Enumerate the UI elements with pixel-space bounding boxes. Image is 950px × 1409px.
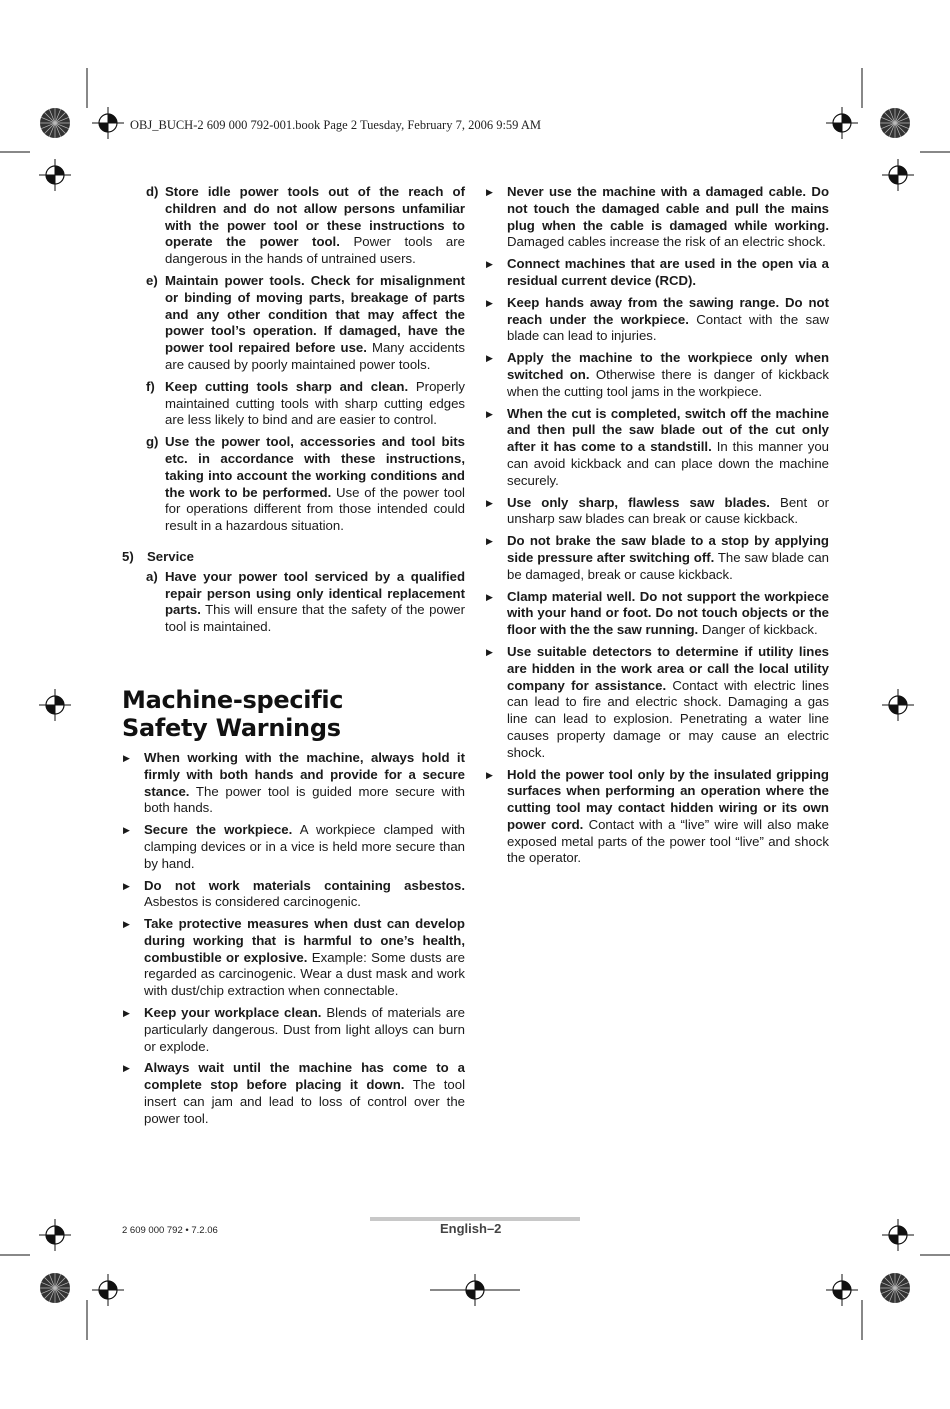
warning-bold-text: Secure the workpiece. <box>144 822 293 838</box>
item-marker: g) <box>146 434 159 450</box>
section-heading <box>122 549 465 566</box>
warning-text: Damaged cables increase the risk of an electric shock. <box>507 234 826 250</box>
warning-bold-text: When the cut is completed, switch off the machine and then pull the saw blade out of the cut only after it has come to a standstill. <box>507 405 829 455</box>
warning-text: Blends of materials are particularly dangerous. Dust from light alloys can burn or explode. <box>144 1005 465 1054</box>
warning-item <box>122 916 465 1000</box>
warning-text: Contact with a “live” wire will also make exposed metal parts of the power tool “live” and shock the operator. <box>507 816 829 866</box>
warning-bold-text: Keep hands away from the sawing range. Do not reach under the workpiece. <box>507 294 829 327</box>
instruction-item <box>122 184 465 268</box>
item-text: Properly maintained cutting tools with sharp cutting edges are less likely to bind and are easier to control. <box>165 378 465 428</box>
item-text: Use of the power tool for operations different from those intended could result in a hazardous situation. <box>165 484 465 534</box>
instruction-item <box>122 434 465 535</box>
item-bold-text: Use the power tool, accessories and tool bits etc. in accordance with these instructions, taking into account the working conditions and the work to be performed. <box>165 434 465 500</box>
warning-text: In this manner you can avoid kickback and can place down the machine securely. <box>507 439 829 488</box>
item-bold-text: Maintain power tools. Check for misalignment or binding of moving parts, breakage of parts and any other condition that may affect the power tool’s operation. If damaged, have the power tool repaired before use. <box>165 272 465 356</box>
item-marker: e) <box>146 272 158 288</box>
warning-text: The power tool is guided more secure with both hands. <box>144 783 465 816</box>
warning-item <box>485 644 829 762</box>
book-header: OBJ_BUCH-2 609 000 792-001.book Page 2 Tuesday, February 7, 2006 9:59 AM <box>130 118 541 132</box>
warning-bold-text: Use suitable detectors to determine if utility lines are hidden in the work area or call the local utility company for assistance. <box>507 643 829 693</box>
warning-item <box>485 256 829 290</box>
bullet-icon: ▶ <box>486 591 493 602</box>
bullet-icon: ▶ <box>486 646 493 657</box>
item-text: This will ensure that the safety of the power tool is maintained. <box>165 602 465 635</box>
warning-text: Asbestos is considered carcinogenic. <box>144 894 361 910</box>
warning-item <box>122 878 465 912</box>
item-bold-text: Have your power tool serviced by a qualified repair person using only identical replacement parts. <box>165 568 465 618</box>
warning-text: Danger of kickback. <box>698 622 818 638</box>
warning-item <box>122 1060 465 1127</box>
instruction-item <box>122 569 465 636</box>
title-line-2: Safety Warnings <box>122 713 341 742</box>
warning-item <box>485 495 829 529</box>
item-marker: a) <box>146 568 158 584</box>
bullet-icon: ▶ <box>486 297 493 308</box>
item-bold-text: Keep cutting tools sharp and clean. <box>165 378 409 394</box>
bullet-icon: ▶ <box>486 769 493 780</box>
warning-bold-text: Take protective measures when dust can develop during working that is harmful to one’s health, combustible or explosive. <box>144 916 465 965</box>
warning-bold-text: Apply the machine to the workpiece only when switched on. <box>507 350 829 382</box>
instruction-item <box>122 273 465 374</box>
bullet-icon: ▶ <box>486 353 493 364</box>
warning-bold-text: Do not work materials containing asbestos. <box>144 877 465 893</box>
warning-text: Contact with the saw blade can lead to injuries. <box>507 311 829 344</box>
page-number: English–2 <box>440 1221 502 1236</box>
warning-text: The tool insert can jam and lead to loss of control over the power tool. <box>144 1077 465 1126</box>
left-column <box>122 184 465 1133</box>
section-number: 5) <box>122 548 134 564</box>
warning-bold-text: Use only sharp, flawless saw blades. <box>507 494 770 510</box>
warning-bold-text: Hold the power tool only by the insulated gripping surfaces when performing an operation where the cutting tool may contact hidden wiring or its own power cord. <box>507 766 829 832</box>
warning-bold-text: Do not brake the saw blade to a stop by applying side pressure after switching off. <box>507 533 829 565</box>
bullet-icon: ▶ <box>486 497 493 508</box>
item-marker: f) <box>146 378 155 394</box>
bullet-icon: ▶ <box>123 752 130 763</box>
item-text: Many accidents are caused by poorly maintained power tools. <box>165 340 465 372</box>
bullet-icon: ▶ <box>123 1008 130 1019</box>
warning-bold-text: Never use the machine with a damaged cable. Do not touch the damaged cable and pull the mains plug when the cable is damaged while working. <box>507 184 829 233</box>
bullet-icon: ▶ <box>486 187 493 197</box>
instruction-item <box>122 379 465 429</box>
warning-item <box>485 184 829 251</box>
warning-bold-text: Clamp material well. Do not support the workpiece with your hand or foot. Do not touch objects or the floor with the the saw running. <box>507 588 829 638</box>
warning-item <box>122 750 465 817</box>
bullet-icon: ▶ <box>123 880 130 891</box>
warning-bold-text: Connect machines that are used in the open via a residual current device (RCD). <box>507 256 829 288</box>
warning-text: Bent or unsharp saw blades can break or cause kickback. <box>507 494 829 527</box>
warning-text: Otherwise there is danger of kickback when the cutting tool jams in the workpiece. <box>507 366 829 399</box>
warning-item <box>122 1005 465 1055</box>
bullet-icon: ▶ <box>123 825 130 836</box>
bullet-icon: ▶ <box>486 536 493 547</box>
bullet-icon: ▶ <box>486 408 493 419</box>
page-title <box>122 686 465 742</box>
warning-bold-text: Keep your workplace clean. <box>144 1005 322 1021</box>
warning-item <box>485 533 829 583</box>
warning-item <box>485 350 829 400</box>
warning-item <box>485 589 829 639</box>
item-marker: d) <box>146 184 159 199</box>
warning-text: The saw blade can be damaged, break or cause kickback. <box>507 549 829 582</box>
bullet-icon: ▶ <box>123 919 130 930</box>
warning-bold-text: Always wait until the machine has come to a complete stop before placing it down. <box>144 1060 465 1093</box>
right-column <box>485 184 829 872</box>
section-title: Service <box>147 548 194 564</box>
warning-item <box>122 822 465 872</box>
bullet-icon: ▶ <box>123 1063 130 1074</box>
warning-bold-text: When working with the machine, always hold it firmly with both hands and provide for a secure stance. <box>144 749 465 799</box>
title-line-1: Machine-specific <box>122 685 344 714</box>
warning-item <box>485 295 829 345</box>
warning-item <box>485 406 829 490</box>
doc-code: 2 609 000 792 • 7.2.06 <box>122 1225 218 1236</box>
warning-item <box>485 767 829 868</box>
warning-text: Example: Some dusts are regarded as carcinogenic. Wear a dust mask and work with dust/chip extraction when connectable. <box>144 949 465 999</box>
bullet-icon: ▶ <box>486 259 493 270</box>
warning-text: Contact with electric lines can lead to fire and electric shock. Damaging a gas line can lead to explosion. Penetrating a water line causes property damage or may cause an electric shock. <box>507 677 829 760</box>
warning-text: A workpiece clamped with clamping devices or in a vice is held more secure than by hand. <box>144 822 466 871</box>
item-text: Power tools are dangerous in the hands of untrained users. <box>165 234 465 267</box>
item-bold-text: Store idle power tools out of the reach of children and do not allow persons unfamiliar with the power tool or these instructions to operate the power tool. <box>165 184 465 250</box>
